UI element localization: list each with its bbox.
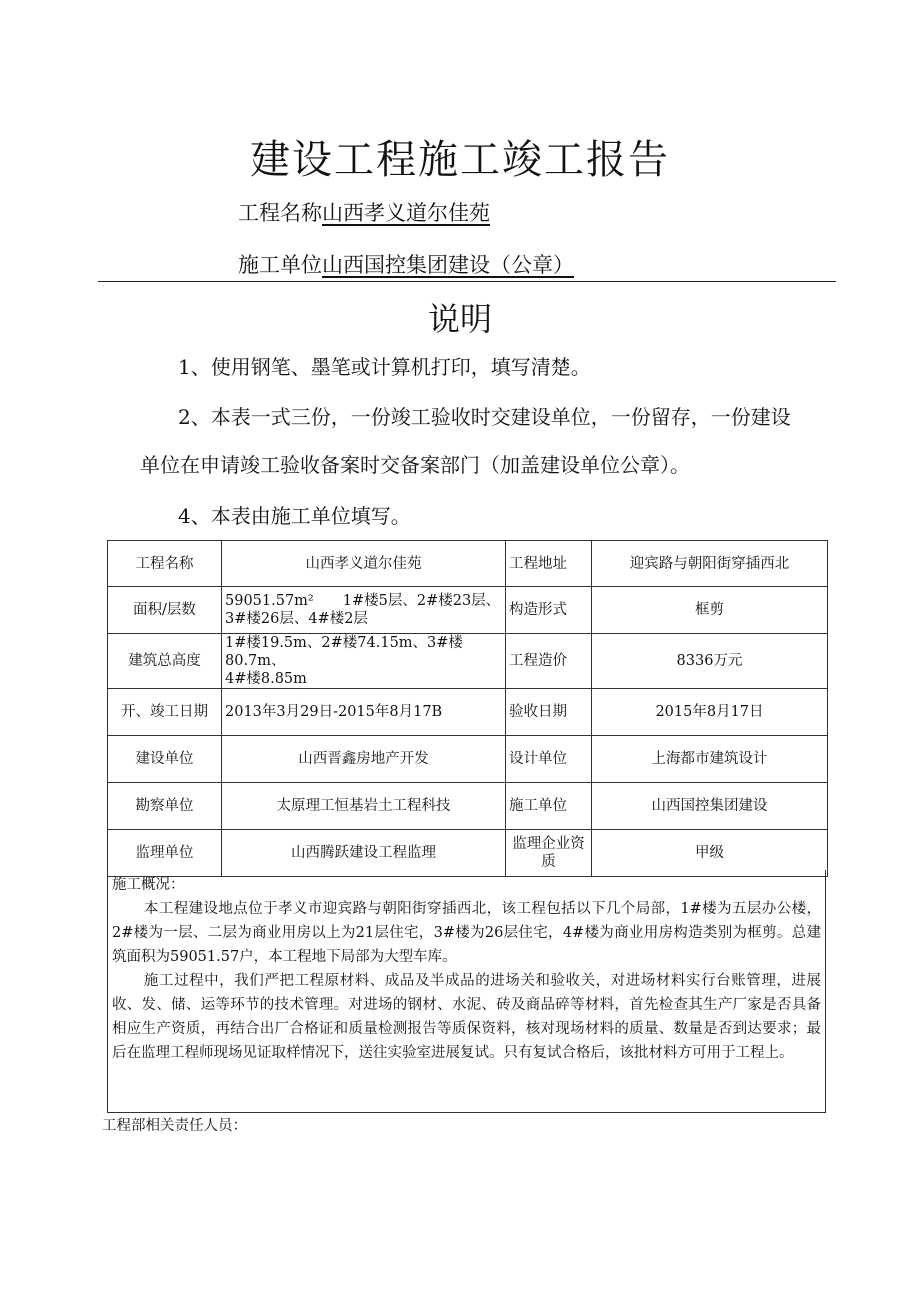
document-title: 建设工程施工竣工报告 <box>250 137 670 183</box>
project-name-value: 山西孝义道尔佳苑 <box>322 201 490 225</box>
label-survey-unit: 勘察单位 <box>108 783 222 830</box>
note-2-continued: 单位在申请竣工验收备案时交备案部门（加盖建设单位公章）。 <box>140 453 690 477</box>
value-designer: 上海都市建筑设计 <box>592 736 828 783</box>
responsible-personnel-label: 工程部相关责任人员： <box>102 1118 247 1134</box>
table-row <box>108 736 828 783</box>
value-project-name: 山西孝义道尔佳苑 <box>222 541 506 587</box>
value-acceptance-date: 2015年8月17日 <box>592 689 828 736</box>
overview-label: 施工概况： <box>112 877 185 893</box>
table-row <box>108 783 828 830</box>
contractor-label: 施工单位 <box>238 253 322 277</box>
value-area-floors <box>222 587 506 634</box>
table-row <box>108 634 828 689</box>
construction-overview <box>107 870 826 1113</box>
label-construction-unit: 施工单位 <box>506 783 592 830</box>
label-project-cost: 工程造价 <box>506 634 592 689</box>
label-start-end-date: 开、竣工日期 <box>108 689 222 736</box>
overview-paragraph-1: 本工程建设地点位于孝义市迎宾路与朝阳街穿插西北，该工程包括以下几个局部，1#楼为五层办公楼，2#楼为一层、二层为商业用房以上为21层住宅，3#楼为26层住宅，4#楼为商业用房构造类别为框剪。总建筑面积为59051.57户，本工程地下局部为大型车库。 <box>112 901 821 965</box>
table-row <box>108 587 828 634</box>
value-supervision-qualification: 甲级 <box>592 830 828 877</box>
label-project-address: 工程地址 <box>506 541 592 587</box>
label-designer: 设计单位 <box>506 736 592 783</box>
contractor-value: 山西国控集团建设（公章） <box>322 253 574 277</box>
value-project-cost: 8336万元 <box>592 634 828 689</box>
label-developer: 建设单位 <box>108 736 222 783</box>
label-acceptance-date: 验收日期 <box>506 689 592 736</box>
overview-paragraph-2: 施工过程中，我们严把工程原材料、成品及半成品的进场关和验收关，对进场材料实行台账管理，进展收、发、储、运等环节的技术管理。对进场的钢材、水泥、砖及商品碎等材料，首先检查其生产厂家是否具备相应生产资质，再结合出厂合格证和质量检测报告等质保资料，核对现场材料的质量、数量是否到达要求；最后在监理工程师现场见证取样情况下，送往实验室进展复试。只有复试合格后，该批材料方可用于工程上。 <box>112 973 821 1061</box>
project-name-line <box>238 197 490 227</box>
value-structure-type: 框剪 <box>592 587 828 634</box>
label-area-floors: 面积/层数 <box>108 587 222 634</box>
project-info-table <box>107 540 828 877</box>
project-name-label: 工程名称 <box>238 201 322 225</box>
value-start-end-date: 2013年3月29日-2015年8月17B <box>222 689 506 736</box>
label-structure-type: 构造形式 <box>506 587 592 634</box>
value-supervision-unit: 山西腾跃建设工程监理 <box>222 830 506 877</box>
table-row <box>108 541 828 587</box>
value-area-floors-line1: 59051.57m² 1#楼5层、2#楼23层、 <box>225 593 501 609</box>
value-developer: 山西晋鑫房地产开发 <box>222 736 506 783</box>
value-building-height <box>222 634 506 689</box>
label-supervision-unit: 监理单位 <box>108 830 222 877</box>
note-2: 2、本表一式三份，一份竣工验收时交建设单位，一份留存，一份建设 <box>178 405 791 429</box>
value-building-height-line2: 4#楼8.85m <box>225 671 307 687</box>
note-1: 1、使用钢笔、墨笔或计算机打印，填写清楚。 <box>178 355 591 379</box>
label-project-name: 工程名称 <box>108 541 222 587</box>
notes-heading: 说明 <box>427 300 492 338</box>
label-supervision-qualification-line1: 监理企业资 <box>512 836 585 852</box>
table-row <box>108 689 828 736</box>
value-survey-unit: 太原理工恒基岩土工程科技 <box>222 783 506 830</box>
label-supervision-qualification-line2: 质 <box>541 854 556 870</box>
label-building-height: 建筑总高度 <box>108 634 222 689</box>
value-construction-unit: 山西国控集团建设 <box>592 783 828 830</box>
note-4: 4、本表由施工单位填写。 <box>178 504 411 528</box>
contractor-line <box>238 249 574 279</box>
divider <box>98 281 836 282</box>
value-area-floors-line2: 3#楼26层、4#楼2层 <box>225 611 368 627</box>
value-project-address: 迎宾路与朝阳街穿插西北 <box>592 541 828 587</box>
value-building-height-line1: 1#楼19.5m、2#楼74.15m、3#楼80.7m、 <box>225 635 463 669</box>
